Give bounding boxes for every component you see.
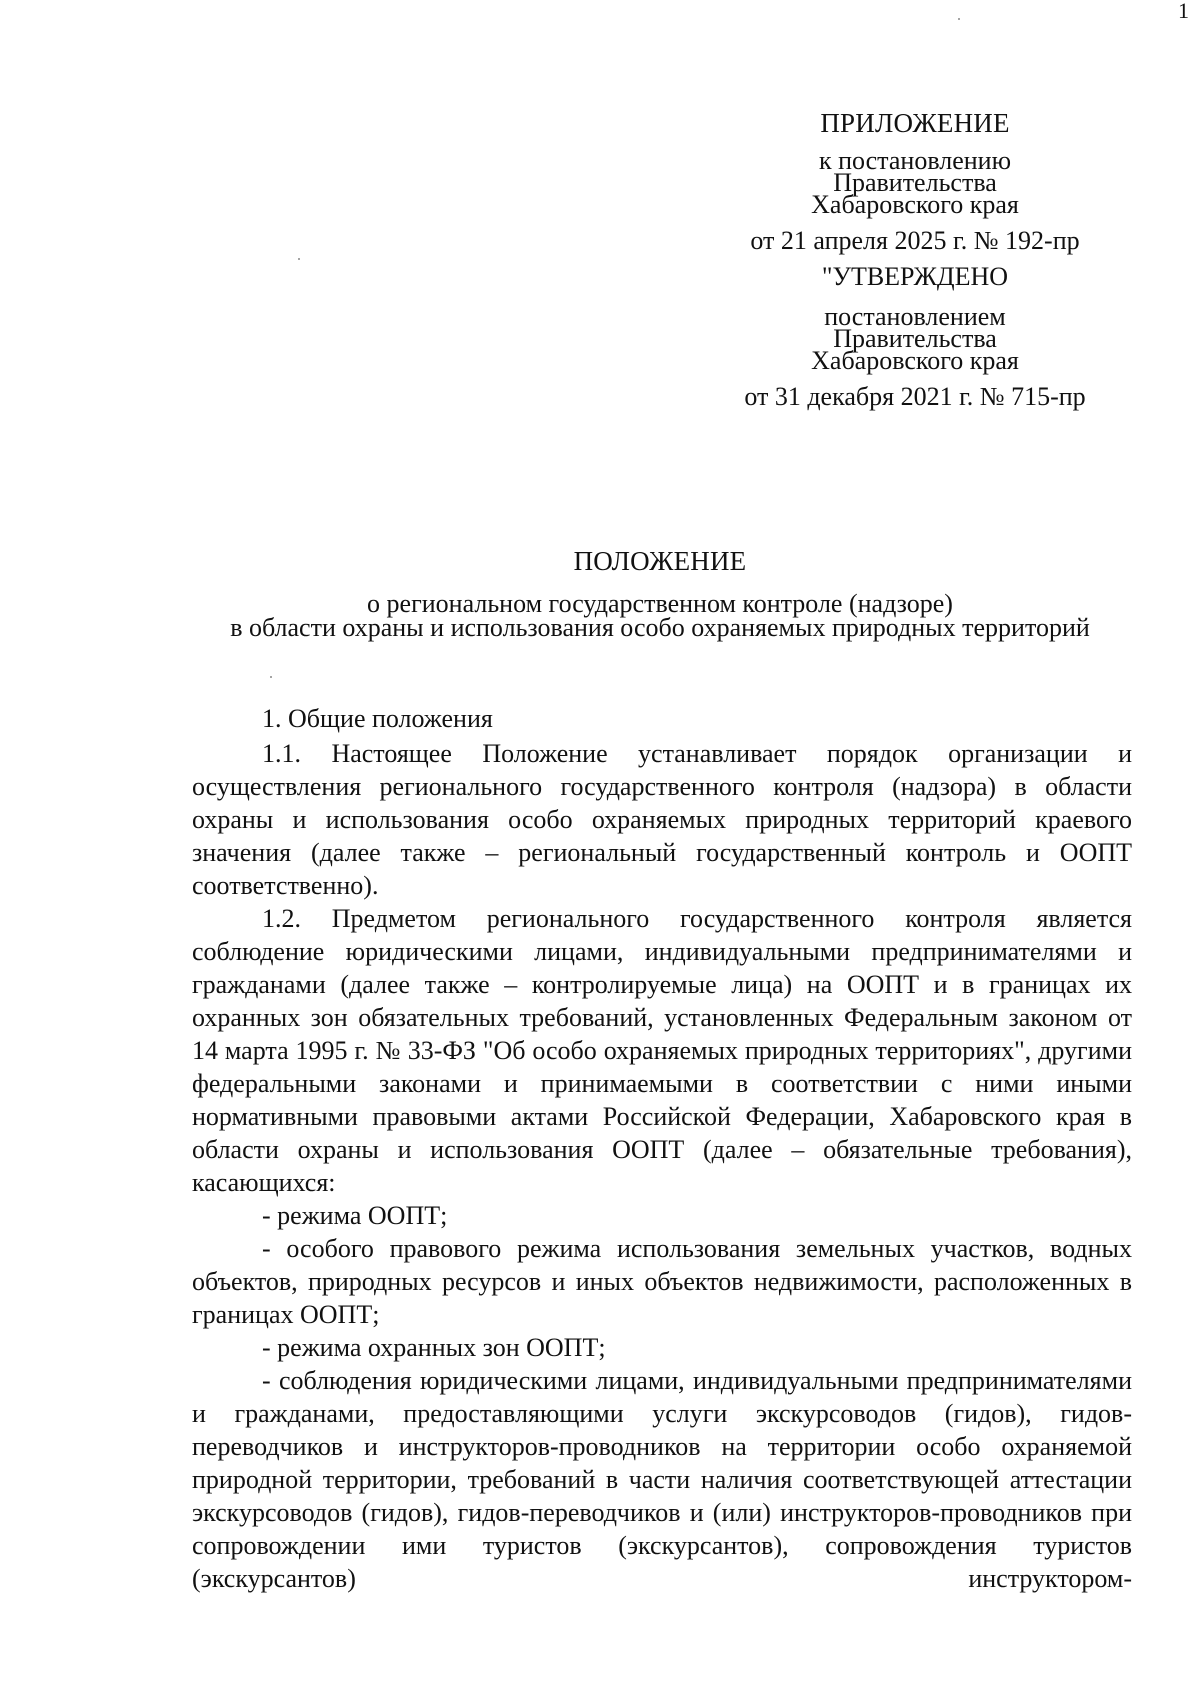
approved-region: Хабаровского края (811, 346, 1019, 375)
approved-government: Правительства (833, 324, 997, 353)
annex-region: Хабаровского края (811, 190, 1019, 219)
section-heading: 1. Общие положения (262, 704, 493, 733)
approved-by-resolution: постановлением (824, 302, 1006, 331)
page-number: 1 (1178, 0, 1189, 23)
scan-speck (298, 258, 300, 260)
document-title-block (150, 546, 1170, 640)
annex-title: ПРИЛОЖЕНИЕ (820, 108, 1010, 138)
scan-speck (958, 18, 960, 20)
document-subtitle-line-1: о региональном государственном контроле (надзоре) (367, 589, 953, 618)
document-body (192, 702, 1132, 1595)
annex-date-line: от 21 апреля 2025 г. № 192-пр (750, 226, 1080, 255)
annex-to-resolution: к постановлению (818, 146, 1012, 175)
document-title: ПОЛОЖЕНИЕ (573, 546, 747, 576)
paragraph-1-2: 1.2. Предметом регионального государственного контроля является соблюдение юридическими лицами, индивидуальными предпринимателями и гражданами (далее также – контролируемые лица) на ООПТ и в границах их охранных зон обязательных требований, установленных Федеральным законом от 14 марта 1995 г. № 33-ФЗ "Об особо охраняемых природных территориях", другими федеральными законами и принимаемыми в соответствии с ними иными нормативными правовыми актами Российской Федерации, Хабаровского края в области охраны и использования ООПТ (далее – обязательные требования), касающихся: (192, 904, 1132, 1197)
document-subtitle-line-2: в области охраны и использования особо охраняемых природных территорий (230, 613, 1090, 642)
paragraph-1-1: 1.1. Настоящее Положение устанавливает порядок организации и осуществления регионального государственного контроля (надзора) в области охраны и использования особо охраняемых природных территорий краевого значения (далее также – региональный государственный контроль и ООПТ соответственно). (192, 739, 1132, 900)
approved-date-line: от 31 декабря 2021 г. № 715-пр (744, 382, 1086, 411)
bullet-oopt-regime: - режима ООПТ; (262, 1201, 448, 1230)
bullet-legal-regime: - особого правового режима использования земельных участков, водных объектов, природных ресурсов и иных объектов недвижимости, расположенных в границах ООПТ; (192, 1234, 1132, 1329)
scan-speck (270, 676, 272, 678)
approved-stamp: "УТВЕРЖДЕНО (821, 262, 1009, 291)
bullet-guides-compliance: - соблюдения юридическими лицами, индивидуальными предпринимателями и гражданами, предоставляющими услуги экскурсоводов (гидов), гидов-переводчиков и инструкторов-проводников на территории особо охраняемой природной территории, требований в части наличия соответствующей аттестации экскурсоводов (гидов), гидов-переводчиков и (или) инструкторов-проводников при сопровождении ими туристов (экскурсантов), сопровождения туристов (экскурсантов) инструктором- (192, 1366, 1132, 1593)
annex-government: Правительства (833, 168, 997, 197)
bullet-protection-zones: - режима охранных зон ООПТ; (262, 1333, 606, 1362)
annex-block (700, 108, 1130, 412)
